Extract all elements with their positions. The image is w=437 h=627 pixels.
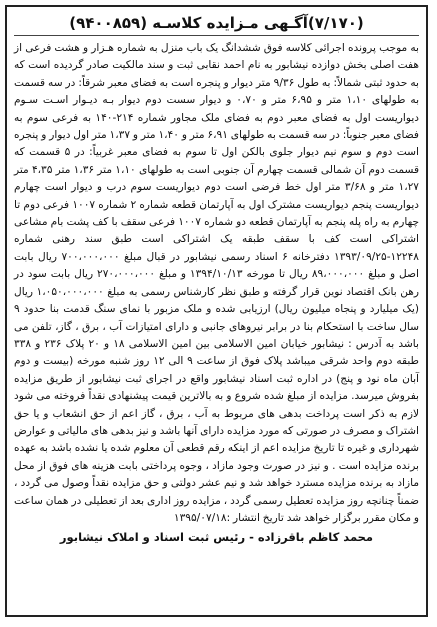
notice-signature: محمد کاظم باقرزاده - رئیس ثبت اسناد و املاک نیشابور: [59, 530, 374, 545]
notice-body: به موجب پرونده اجرائی کلاسه فوق ششدانگ یک باب منزل به شماره هـزار و هشت فرعی از هفت اصلی بخش دوازده نیشابور به نام احمد نقابی ثبت و سند مالکیت صادر گردیده است که به حدود ثبتی شمالاً: به طول ۹/۳۶ متر دیوار و پنجره است به فضای معبر شرقاً: در سه قسمت به طولهای ۱،۱۰ متر و ۶،۹۵ متر و ۰،۷۰ و دیوار سست دوم دیوار بـه دیـوار اسـت سـوم دیواریست اول به فضای معبر دوم به فضای ملک مجاور شماره ۲۱۴-۱۴۰ به فرعی سوم به فضای معبر جنوباً: در سه قسمت به طولهای ۶،۹۱ متر و ۱،۴۰ متر و ۱،۳۷ متر اول دیوار و پنجره است دوم و سوم نیم دیوار جلوی بالکن اول تا سوم به فضای معبر غربیاً: در ۵ قسمت که قسمت دوم آن شمالی قسمت چهارم آن جنوبی است به طولهای ۱،۱۰ متر ۱،۳۶ متر ۴،۳۵ متر ۱،۲۷ متر و ۳/۶۸ متر اول خط فرضی است دوم دیواریست سوم درب و دیوار است چهارم دیواریست پنجم دیواریست مشترک اول به آپارتمان قطعه شماره ۲ شماره ۱۰۰۷ فرعی دوم تا چهارم به راه پله پنجم به آپارتمان قطعه دو شماره ۱۰۰۷ فرعی سقف با کف پشت بام مشاعی اشتراکی است کف با سقف طبقه یک اشتراکی است طبق سند رهنی شماره ۱۲۲۴۸-۱۳۹۳/۰۹/۲۵ دفترخانه ۶ اسناد رسمی نیشابور در قبال مبلغ ۷۰۰،۰۰۰،۰۰۰ ریال بابت اصل و مبلغ ۸۹،۰۰۰،۰۰۰ ریال تا مورخه ۱۳۹۴/۱۰/۱۳ و مبلغ ۲۷۰،۰۰۰،۰۰۰ ریال بابت سود در رهن بانک اقتصاد نوین قرار گرفته و طبق نظر کارشناس رسمی به مبلغ ۱،۰۵۰،۰۰۰،۰۰۰ ریال (یک میلیارد و پنجاه میلیون ریال) ارزیابی شده و ملک مزبور با نمای سنگ قدمت بنا حدود ۹ سال ساخت با استحکام بنا در برابر نیروهای جانبی و دارای امتیازات آب ، برق ، گاز، تلفن می باشد به آدرس : نیشابور خیابان امین الاسلامی بین امین الاسلامی ۱۸ و ۲۰ پلاک ۲۳۶ و ۳۳۸ طبقه دوم واحد شرقی میباشد پلاک فوق از ساعت ۹ الی ۱۲ روز شنبه مورخه (بیست و دوم آبان ماه نود و پنج) در اداره ثبت اسناد نیشابور واقع در اجرای ثبت نیشابور از طریق مزایده بفروش میرسد. مزایده از مبلغ شده شروع و به بالاترین قیمت پیشنهادی نقداً فروخته می شود لازم به ذکر است پرداخت بدهی های مربوط به آب ، برق ، گاز اعم از حق انشعاب و یا حق اشتراک و مصرف در صورتی که مورد مزایده دارای آنها باشد و نیز بدهی های مالیاتی و عوارض شهرداری و غیره تا تاریخ مزایده اعم از اینکه رقم قطعی آن معلوم شده یا نشده باشد به عهده برنده مزایده است . و نیز در صورت وجود مازاد ، وجوه پرداختی بابت هزینه های فوق از محل مازاد به برنده مزایده مسترد خواهد شد و نیم عشر دولتی و حق مزایده نقداً وصول می گردد ، ضمناً چنانچه روز مزایده تعطیل رسمی گردد ، مزایده روز اداری بعد از تعطیلی در همان ساعت و مکان مقرر برگزار خواهد شد تاریخ انتشار :۱۳۹۵/۰۷/۱۸: [14, 42, 420, 524]
notice-title: (۷/۱۷۰)آگـهی مـزایده کلاسـه (۹۴۰۰۸۵۹): [14, 11, 419, 36]
auction-notice: [5, 5, 428, 617]
